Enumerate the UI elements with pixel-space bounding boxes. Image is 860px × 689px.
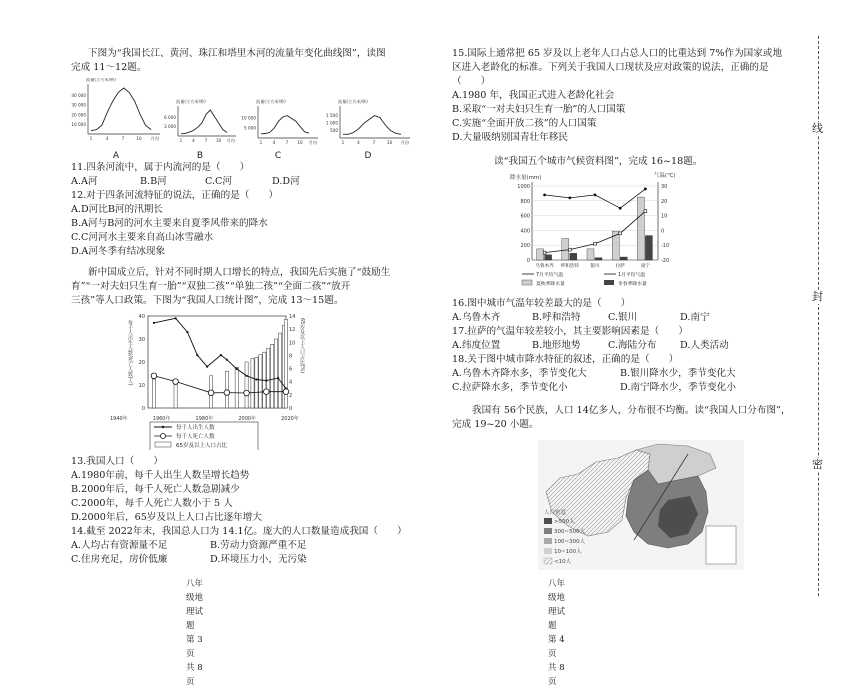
climate-jan-temp-point bbox=[644, 210, 647, 213]
river-ylabel: 流量(立方米/秒) bbox=[176, 99, 206, 104]
q17-option-c[interactable]: C.海陆分布 bbox=[608, 340, 657, 351]
river-y-tick: 10 000 bbox=[71, 121, 86, 127]
pop-birth-point bbox=[175, 317, 177, 319]
intro-q13-line1: 新中国成立后，针对不同时期人口增长的特点，我国先后实施了“鼓励生 bbox=[88, 267, 391, 278]
q17-stem: 17.拉萨的气温年较差较小，其主要影响因素是（ ） bbox=[452, 326, 688, 337]
q17-option-d[interactable]: D.人类活动 bbox=[680, 340, 729, 351]
q11-option-d[interactable]: D.D河 bbox=[272, 176, 300, 187]
climate-july-temp-line bbox=[545, 189, 646, 208]
climate-winter-precip-bar bbox=[570, 253, 577, 260]
q17-option-b[interactable]: B.地形地势 bbox=[532, 340, 581, 351]
q18-stem: 18.关于图中城市降水特征的叙述，正确的是（ ） bbox=[452, 354, 679, 365]
climate-summer-precip-bar bbox=[562, 239, 569, 260]
map-south-sea-inset bbox=[706, 526, 736, 564]
river-flow-curve bbox=[343, 116, 401, 135]
pop-x-tick: 2020年 bbox=[281, 416, 299, 422]
q11-option-c[interactable]: C.C河 bbox=[205, 176, 232, 187]
climate-jan-temp-point bbox=[594, 242, 597, 245]
q18-option-b[interactable]: B.银川降水少，季节变化大 bbox=[620, 368, 736, 379]
pop-legend-aged: 65岁及以上人口占比 bbox=[176, 443, 227, 449]
pop-death-point bbox=[263, 389, 269, 395]
river-x-tick: 7 bbox=[204, 138, 208, 143]
pop-aged-bar bbox=[267, 348, 270, 408]
climate-yright-tick: -20 bbox=[661, 258, 670, 264]
pop-yright-tick: 0 bbox=[289, 406, 293, 412]
pop-birth-point bbox=[186, 331, 188, 333]
river-y-tick: 40 000 bbox=[71, 93, 86, 99]
q12-stem: 12.对于四条河流特征的说法，正确的是（ ） bbox=[71, 190, 279, 201]
river-x-tick: 7 bbox=[121, 136, 125, 141]
q11-stem: 11.四条河流中，属于内流河的是（ ） bbox=[71, 162, 250, 173]
pop-yleft-tick: 10 bbox=[138, 383, 145, 389]
climate-winter-precip-bar bbox=[620, 257, 627, 260]
climate-jan-temp-point bbox=[568, 248, 571, 251]
intro-q19-line2: 完成 19~20 小题。 bbox=[452, 419, 539, 430]
river-x-tick: 1 bbox=[341, 140, 345, 145]
river-x-tick: 10 bbox=[136, 136, 142, 141]
river-flow-curve bbox=[91, 88, 151, 131]
pop-birth-point bbox=[277, 377, 279, 379]
pop-yright-tick: 4 bbox=[289, 379, 293, 386]
river-y-tick: 3 000 bbox=[164, 124, 176, 130]
q16-option-b[interactable]: B.呼和浩特 bbox=[532, 312, 581, 323]
q12-option-b[interactable]: B.A河与B河的河水主要来自夏季风带来的降水 bbox=[71, 218, 268, 229]
river-chart-label: D bbox=[364, 151, 372, 161]
river-y-tick: 6 000 bbox=[164, 114, 176, 120]
pop-birth-point bbox=[220, 354, 222, 356]
binding-char-xian: 线 bbox=[812, 122, 823, 135]
climate-yright-tick: 10 bbox=[661, 213, 668, 220]
q18-option-c[interactable]: C.拉萨降水多，季节变化小 bbox=[452, 382, 568, 393]
q16-option-d[interactable]: D.南宁 bbox=[680, 312, 710, 323]
q16-option-a[interactable]: A.乌鲁木齐 bbox=[452, 312, 501, 323]
pop-death-point bbox=[244, 390, 250, 396]
pop-aged-bar bbox=[245, 362, 248, 408]
q14-stem: 14.截至 2022年末，我国总人口为 14.1亿。庞大的人口数量造成我国（ ） bbox=[71, 526, 407, 537]
q12-option-c[interactable]: C.C河河水主要来自高山冰雪融水 bbox=[71, 232, 214, 243]
river-x-tick: 10 bbox=[215, 138, 222, 143]
pop-yleft-tick: 0 bbox=[141, 406, 145, 412]
river-x-tick: 10 bbox=[297, 140, 303, 145]
pop-birth-point bbox=[153, 322, 155, 324]
climate-legend-winter-symbol bbox=[604, 280, 614, 285]
river-x-tick: 4 bbox=[192, 138, 195, 143]
pop-yright-title: 65岁及以上人口占比(%) bbox=[299, 318, 305, 374]
pop-yleft-tick: 40 bbox=[138, 314, 145, 320]
climate-yright-tick: 0 bbox=[661, 228, 665, 235]
binding-margin-line bbox=[818, 36, 819, 596]
population-distribution-map bbox=[538, 440, 744, 570]
pop-yleft-tick: 30 bbox=[138, 337, 145, 343]
q15-option-a[interactable]: A.1980 年，我国正式进入老龄化社会 bbox=[452, 90, 615, 101]
q17-option-a[interactable]: A.纬度位置 bbox=[452, 340, 501, 351]
pop-birth-point bbox=[196, 354, 198, 356]
river-x-tick: 月份 bbox=[226, 138, 236, 143]
climate-legend-jan: 1月平均气温 bbox=[618, 273, 646, 278]
q14-option-b[interactable]: B.劳动力资源严重不足 bbox=[210, 540, 307, 551]
pop-death-point bbox=[151, 373, 157, 379]
q16-stem: 16.图中城市气温年较差最大的是（ ） bbox=[452, 298, 631, 309]
map-legend-item-1: >500人 bbox=[554, 519, 575, 525]
climate-july-temp-point bbox=[594, 193, 597, 196]
pop-x-tick: 1940年 bbox=[110, 416, 128, 422]
river-ylabel: 流量(立方米/秒) bbox=[256, 99, 286, 104]
climate-yleft-tick: 800 bbox=[520, 198, 530, 205]
river-x-tick: 10 bbox=[386, 140, 393, 145]
q11-option-b[interactable]: B.B河 bbox=[140, 176, 167, 187]
climate-summer-precip-bar bbox=[537, 249, 544, 260]
river-x-tick: 7 bbox=[372, 140, 376, 145]
river-y-tick: 1 500 bbox=[326, 113, 338, 118]
pop-legend-birth: 每千人出生人数 bbox=[176, 425, 215, 431]
pop-birth-point bbox=[255, 378, 257, 380]
river-x-tick: 4 bbox=[272, 140, 276, 145]
river-y-tick: 20 000 bbox=[71, 112, 86, 118]
map-legend-item-5: <10人 bbox=[554, 559, 572, 565]
pop-birth-point bbox=[206, 366, 208, 368]
river-x-tick: 月份 bbox=[150, 136, 160, 141]
river-y-tick: 10 000 bbox=[241, 115, 256, 121]
pop-legend-birth-dot bbox=[162, 426, 164, 428]
river-chart-label: B bbox=[196, 151, 204, 161]
climate-july-temp-point bbox=[568, 196, 571, 199]
climate-city-label: 银川 bbox=[590, 264, 600, 269]
climate-yleft-tick: 200 bbox=[520, 243, 530, 250]
climate-winter-precip-bar bbox=[595, 258, 602, 260]
pop-birth-point bbox=[245, 375, 247, 377]
pop-birth-point bbox=[226, 359, 228, 361]
river-flow-curve bbox=[261, 116, 309, 134]
q14-option-a[interactable]: A.人均占有资源量不足 bbox=[71, 540, 168, 551]
pop-death-point bbox=[224, 390, 230, 396]
pop-legend-aged-symbol bbox=[155, 442, 171, 447]
pop-aged-bar bbox=[271, 344, 274, 408]
pop-x-tick: 1980年 bbox=[195, 416, 214, 422]
river-x-tick: 1 bbox=[89, 136, 93, 141]
climate-yleft-tick: 1000 bbox=[517, 184, 530, 190]
q15-line3: （ ） bbox=[452, 76, 491, 87]
climate-july-temp-point bbox=[543, 193, 546, 196]
climate-yright-title: 气温(℃) bbox=[654, 173, 676, 179]
river-x-tick: 月份 bbox=[308, 140, 318, 145]
q15-option-d[interactable]: D.大量吸纳别国青壮年移民 bbox=[452, 132, 568, 143]
intro-q13-line3: 三孩”等人口政策。下图为“我国人口统计图”，完成 13～15题。 bbox=[71, 295, 344, 306]
q12-option-a[interactable]: A.D河比B河的汛期长 bbox=[71, 204, 163, 215]
climate-yright-tick: 20 bbox=[661, 198, 668, 205]
intro-q11-line2: 完成 11～12题。 bbox=[71, 62, 147, 73]
binding-char-feng: 封 bbox=[812, 290, 823, 303]
climate-winter-precip-bar bbox=[545, 255, 552, 260]
climate-jan-temp-line bbox=[545, 211, 646, 252]
pop-death-point bbox=[173, 379, 179, 385]
climate-chart bbox=[508, 170, 692, 292]
pop-birth-line bbox=[154, 318, 286, 388]
river-y-tick: 30 000 bbox=[71, 102, 86, 108]
pop-yleft-title: 每千人出生人数/死亡人数(人) bbox=[127, 320, 133, 386]
climate-winter-precip-bar bbox=[645, 236, 652, 260]
q18-option-d[interactable]: D.南宁降水少，季节变化小 bbox=[620, 382, 736, 393]
pop-x-tick: 1960年 bbox=[152, 416, 171, 422]
q13-option-d[interactable]: D.2000年后，65岁及以上人口占比逐年增大 bbox=[71, 512, 262, 523]
left-page-footer: 八年级地理试题 第 3 页 共 8 页 bbox=[186, 579, 204, 687]
pop-birth-point bbox=[265, 380, 267, 382]
q13-option-b[interactable]: B.2000年后，每千人死亡人数急剧减少 bbox=[71, 484, 240, 495]
pop-yright-tick: 12 bbox=[289, 327, 296, 334]
river-chart-label: C bbox=[274, 151, 282, 161]
pop-legend-death: 每千人死亡人数 bbox=[176, 434, 215, 440]
q15-line2: 区进入老龄化的标准。下列关于我国人口现状及应对政策的说法，正确的是 bbox=[452, 62, 769, 73]
river-ylabel: 流量(立方米/秒) bbox=[86, 78, 116, 82]
pop-yright-tick: 14 bbox=[289, 314, 296, 320]
pop-yright-tick: 2 bbox=[289, 392, 293, 399]
q15-option-c[interactable]: C.实施“全面开放二孩”的人口国策 bbox=[452, 118, 597, 129]
climate-legend-july: 7月平均气温 bbox=[536, 273, 564, 278]
map-legend-item-2: 300~500人 bbox=[554, 529, 586, 535]
pop-x-tick: 2000年 bbox=[238, 416, 257, 422]
q13-stem: 13.我国人口（ ） bbox=[71, 456, 164, 467]
q12-option-d[interactable]: D.A河冬季有结冰现象 bbox=[71, 246, 166, 257]
climate-city-label: 拉萨 bbox=[615, 264, 625, 269]
intro-q16: 读“我国五个城市气候资料图”，完成 16~18题。 bbox=[494, 156, 703, 167]
intro-q19-line1: 我国有 56个民族，人口 14亿多人，分布很不均衡。读“我国人口分布图”， bbox=[472, 405, 791, 416]
climate-yright-tick: 30 bbox=[661, 184, 668, 190]
climate-legend-summer-symbol bbox=[522, 280, 532, 285]
map-legend-title: 人口密度 bbox=[544, 510, 567, 516]
q15-option-b[interactable]: B.采取“一对夫妇只生育一胎”的人口国策 bbox=[452, 104, 626, 115]
river-flow-charts bbox=[68, 78, 418, 162]
climate-city-label: 呼和浩特 bbox=[560, 264, 579, 269]
pop-birth-point bbox=[236, 368, 238, 370]
river-ylabel: 流量(立方米/秒) bbox=[338, 99, 368, 104]
population-chart bbox=[108, 308, 348, 450]
pop-death-point bbox=[208, 390, 214, 396]
climate-city-label: 南宁 bbox=[640, 264, 651, 269]
q16-option-c[interactable]: C.银川 bbox=[608, 312, 638, 323]
pop-yright-tick: 10 bbox=[289, 340, 296, 347]
river-y-tick: 5 000 bbox=[244, 125, 256, 131]
right-page-footer: 八年级地理试题 第 4 页 共 8 页 bbox=[548, 579, 566, 687]
river-y-tick: 500 bbox=[330, 128, 338, 133]
intro-q11-line1: 下图为“我国长江、黄河、珠江和塔里木河的流量年变化曲线图”，读图 bbox=[88, 48, 386, 59]
pop-aged-bar bbox=[259, 355, 262, 408]
climate-summer-precip-bar bbox=[587, 249, 594, 260]
q18-option-a[interactable]: A.乌鲁木齐降水多，季节变化大 bbox=[452, 368, 587, 379]
pop-legend-death-dot bbox=[161, 434, 166, 439]
pop-aged-bar bbox=[278, 333, 281, 408]
climate-yleft-tick: 0 bbox=[526, 258, 530, 264]
pop-aged-bar bbox=[174, 384, 177, 408]
climate-legend-summer: 夏秋季降水量 bbox=[536, 282, 565, 287]
climate-city-label: 乌鲁木齐 bbox=[535, 264, 554, 269]
map-legend-item-4: 10~100人 bbox=[554, 549, 582, 555]
q14-option-d[interactable]: D.环境压力小，无污染 bbox=[210, 554, 307, 565]
river-x-tick: 4 bbox=[105, 136, 109, 141]
q11-option-a[interactable]: A.A河 bbox=[71, 176, 98, 187]
map-legend-item-3: 100~300人 bbox=[554, 539, 586, 545]
climate-yleft-title: 降水量(mm) bbox=[510, 175, 542, 181]
climate-summer-precip-bar bbox=[637, 197, 644, 260]
q13-option-a[interactable]: A.1980年前，每千人出生人数呈增长趋势 bbox=[71, 470, 250, 481]
river-x-tick: 1 bbox=[259, 140, 263, 145]
river-x-tick: 7 bbox=[285, 140, 289, 145]
climate-yright-tick: -10 bbox=[661, 243, 670, 250]
river-x-tick: 月份 bbox=[400, 140, 410, 145]
river-x-tick: 4 bbox=[357, 140, 360, 145]
pop-aged-bar bbox=[235, 367, 238, 408]
climate-jan-temp-point bbox=[619, 232, 622, 235]
pop-aged-bar bbox=[255, 357, 258, 408]
river-flow-curve bbox=[181, 110, 227, 134]
climate-yleft-tick: 600 bbox=[520, 213, 530, 220]
q15-line1: 15.国际上通常把 65 岁及以上老年人口占总人口的比重达到 7%作为国家或地 bbox=[452, 48, 783, 59]
river-x-tick: 1 bbox=[179, 138, 183, 143]
pop-aged-bar bbox=[275, 339, 278, 408]
pop-death-point bbox=[283, 389, 289, 395]
q13-option-c[interactable]: C.2000年，每千人死亡人数小于 5 人 bbox=[71, 498, 233, 509]
pop-yright-tick: 8 bbox=[289, 353, 293, 360]
pop-yleft-tick: 20 bbox=[138, 360, 145, 366]
intro-q13-line2: 育”“一对夫妇只生育一胎”“双独二孩”“单独二孩”“全面二孩”“放开 bbox=[71, 281, 351, 292]
climate-jan-temp-point bbox=[543, 251, 546, 254]
river-y-tick: 1 000 bbox=[326, 120, 338, 126]
climate-july-temp-point bbox=[644, 188, 647, 191]
climate-july-temp-point bbox=[619, 207, 622, 210]
river-chart-label: A bbox=[112, 151, 120, 161]
climate-yleft-tick: 400 bbox=[520, 228, 530, 235]
q14-option-c[interactable]: C.住房充足，房价低廉 bbox=[71, 554, 168, 565]
pop-aged-bar bbox=[152, 379, 155, 408]
binding-char-mi: 密 bbox=[812, 458, 823, 471]
climate-legend-winter: 冬春季降水量 bbox=[618, 282, 647, 287]
pop-aged-bar bbox=[251, 359, 254, 408]
pop-yright-tick: 6 bbox=[289, 366, 293, 373]
